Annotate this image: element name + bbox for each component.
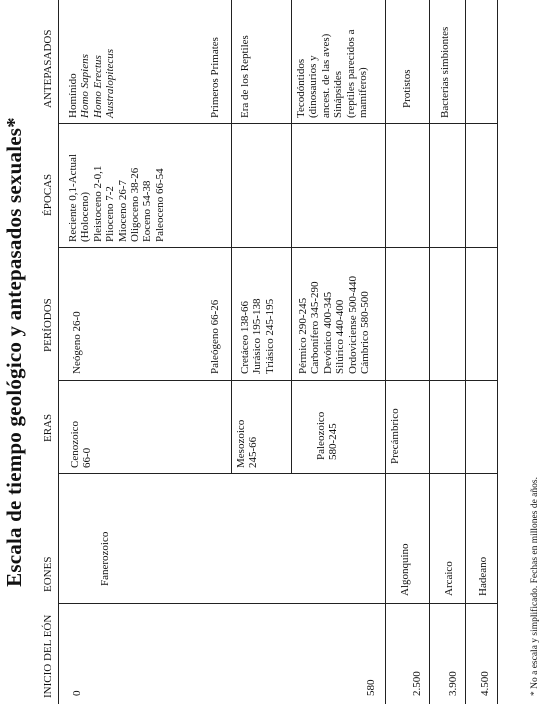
- period-cell: Paleógeno 66-26: [209, 299, 221, 374]
- period-cell: Neógeno 26-0: [71, 311, 83, 374]
- era-cell: [69, 421, 94, 468]
- period-item: Cretáceo 138-66: [239, 301, 251, 374]
- era-name: Paleozoico: [315, 411, 327, 460]
- period-cell: [239, 299, 276, 374]
- epoch-item: Reciente 0,1-Actual: [67, 154, 79, 242]
- eon-cell: Arcaico: [443, 561, 455, 596]
- header-inicio: INICIO DEL EÓN: [42, 614, 54, 698]
- ancestor-item: Homínido: [67, 73, 79, 118]
- ancestor-item: Homo Sapiens: [79, 54, 92, 118]
- era-name: Cenozoico: [69, 420, 81, 468]
- eon-cell: Hadeano: [477, 556, 489, 596]
- era-range: 66-0: [81, 447, 94, 468]
- header-antepasados: ANTEPASADOS: [42, 29, 54, 108]
- period-item: Cámbrico 580-500: [359, 291, 372, 374]
- header-epocas: ÉPOCAS: [42, 173, 54, 216]
- period-item: Triásico 245-195: [263, 298, 276, 374]
- ancestor-item: ancest. de las aves): [319, 33, 332, 118]
- period-item: Devónico 400-345: [321, 291, 334, 374]
- era-cell: [235, 420, 260, 468]
- ancestor-item: (dinosaurios y: [307, 55, 320, 118]
- eon-cell: Algonquino: [399, 543, 411, 596]
- inicio-cell: 580: [365, 679, 377, 696]
- era-name: Mesozoico: [235, 419, 247, 468]
- period-cell: [297, 276, 371, 374]
- period-item: Pérmico 290-245: [297, 297, 309, 374]
- ancestor-item: (reptiles parecidos a: [344, 29, 357, 118]
- header-eras: ERAS: [42, 413, 54, 442]
- column-divider: [59, 380, 497, 381]
- epoch-item: Paleoceno 66-54: [153, 168, 166, 242]
- ancestor-cell: Protistos: [401, 69, 413, 108]
- ancestor-item: Homo Erectus: [91, 55, 104, 118]
- epoch-item: Mioceno 26-7: [116, 179, 129, 242]
- column-divider: [59, 123, 497, 124]
- row-divider: [385, 0, 386, 704]
- period-item: Ordoviciense 500-440: [346, 275, 359, 374]
- row-divider: [429, 0, 430, 704]
- ancestor-item: Australopitecus: [104, 48, 117, 118]
- column-divider: [59, 247, 497, 248]
- row-divider: [291, 0, 292, 474]
- header-periodos: PERÍODOS: [42, 298, 54, 352]
- epoch-item: (Holoceno): [79, 191, 92, 242]
- ancestor-cell: Bacterias simbiontes: [439, 26, 451, 118]
- era-cell: [315, 412, 340, 460]
- ancestor-item: Sinápsides: [332, 70, 345, 118]
- ancestor-cell: [67, 49, 117, 118]
- era-range: 245-66: [247, 436, 260, 468]
- column-divider: [59, 603, 497, 604]
- footnote: * No a escala y simplificado. Fechas en millones de años.: [530, 477, 540, 696]
- ancestor-cell: Era de los Reptiles: [239, 35, 251, 118]
- era-cell: Precámbrico: [389, 408, 401, 464]
- row-divider: [231, 0, 232, 474]
- period-item: Silúrico 440-400: [334, 299, 347, 374]
- epoch-cell: [67, 154, 166, 242]
- eon-cell: Fanerozoico: [99, 531, 111, 586]
- geologic-table: [58, 0, 498, 704]
- epoch-item: Pleistoceno 2-0,1: [91, 165, 104, 242]
- inicio-cell: 2.500: [411, 671, 423, 696]
- epoch-item: Eoceno 54-38: [141, 180, 154, 242]
- inicio-cell: 0: [71, 690, 83, 696]
- period-item: Carbonífero 345-290: [309, 281, 322, 374]
- page-title: Escala de tiempo geológico y antepasados sexuales*: [2, 117, 26, 587]
- inicio-cell: 4.500: [479, 671, 491, 696]
- period-item: Jurásico 195-138: [251, 298, 264, 374]
- era-range: 580-245: [327, 423, 340, 460]
- inicio-cell: 3.900: [447, 671, 459, 696]
- ancestor-cell: Primeros Primates: [209, 37, 221, 118]
- ancestor-cell: [295, 29, 369, 118]
- ancestor-item: Tecodóntidos: [295, 58, 307, 118]
- epoch-item: Oligoceno 38-26: [129, 167, 142, 242]
- column-divider: [59, 473, 497, 474]
- row-divider: [465, 0, 466, 704]
- ancestor-item: mamíferos): [357, 67, 370, 118]
- epoch-item: Plioceno 7-2: [104, 186, 117, 242]
- header-eones: EONES: [42, 556, 54, 592]
